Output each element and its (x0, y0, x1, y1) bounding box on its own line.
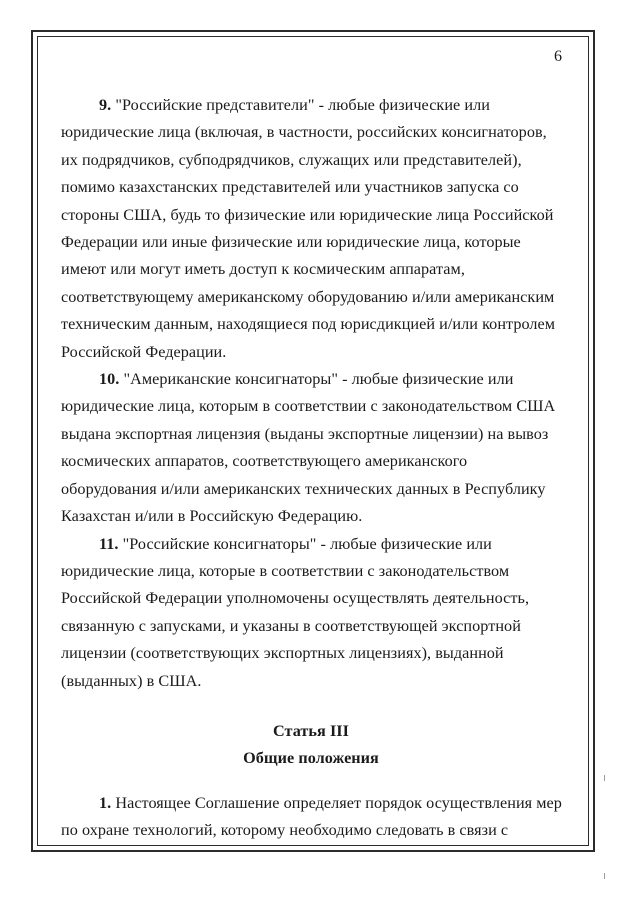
paragraph-text: Настоящее Соглашение определяет порядок осуществления мер (111, 793, 562, 812)
paragraph-line (61, 366, 581, 393)
paragraph-line: юридические лица, которым в соответствии с законодательством США (61, 397, 556, 416)
definition-paragraph-11 (61, 531, 581, 695)
paragraph-text: "Российские представители" - любые физические или (111, 96, 490, 114)
paragraph-line: (выданных) в США. (61, 671, 202, 690)
paragraph-line: стороны США, будь то физические или юридические лица Российской (61, 205, 554, 224)
paragraph-line: выдана экспортная лицензия (выданы экспортные лицензии) на вывоз (61, 424, 549, 443)
paragraph-number: 1. (99, 793, 112, 812)
document-body (61, 92, 581, 845)
paragraph-text: "Российские консигнаторы" - любые физические или (118, 534, 492, 553)
paragraph-line: Российской Федерации уполномочены осуществлять деятельность, (61, 589, 530, 608)
paragraph-line: Российской Федерации. (61, 342, 227, 361)
paragraph-line: лицензии (соответствующих экспортных лицензиях), выданной (61, 644, 504, 663)
scan-speck (604, 873, 605, 879)
paragraph-line: соответствующему американскому оборудованию и/или американским (61, 287, 555, 306)
scan-speck (604, 775, 605, 781)
paragraph-line: юридические лица, которые в соответствии с законодательством (61, 561, 510, 580)
paragraph-line: помимо казахстанских представителей или участников запуска со (61, 178, 519, 197)
paragraph-line (61, 92, 581, 119)
paragraph-number: 11. (99, 534, 119, 553)
paragraph-text: "Американские консигнаторы" - любые физические или (119, 370, 514, 389)
paragraph-line: оборудования и/или американских технических данных в Республику (61, 479, 546, 498)
paragraph-line: их подрядчиков, субподрядчиков, служащих или представителей), (61, 150, 522, 169)
paragraph-number: 9. (99, 96, 112, 114)
paragraph-number: 10. (99, 370, 120, 389)
paragraph-line: техническим данным, находящиеся под юрисдикцией и/или контролем (61, 315, 556, 334)
definition-paragraph-10 (61, 366, 581, 530)
paragraph-line: Федерации или иные физические или юридические лица, которые (61, 233, 521, 252)
article-title: Статья III (272, 721, 349, 740)
definition-paragraph-9 (61, 92, 581, 366)
article-paragraph-1 (61, 790, 581, 845)
paragraph-line (61, 790, 581, 817)
paragraph-line (61, 531, 581, 558)
page-number: 6 (554, 48, 562, 65)
paragraph-line: юридические лица (включая, в частности, российских консигнаторов, (61, 123, 547, 142)
paragraph-line: имеют или могут иметь доступ к космическим аппаратам, (61, 260, 465, 279)
paragraph-line: Казахстан и/или в Российскую Федерацию. (61, 507, 363, 526)
paragraph-line: связанную с запусками, и указаны в соответствующей экспортной (61, 616, 521, 635)
paragraph-line: по охране технологий, которому необходимо следовать в связи с (61, 821, 509, 840)
paragraph-line: космических аппаратов, соответствующего американского (61, 452, 468, 471)
article-subtitle: Общие положения (243, 749, 379, 768)
